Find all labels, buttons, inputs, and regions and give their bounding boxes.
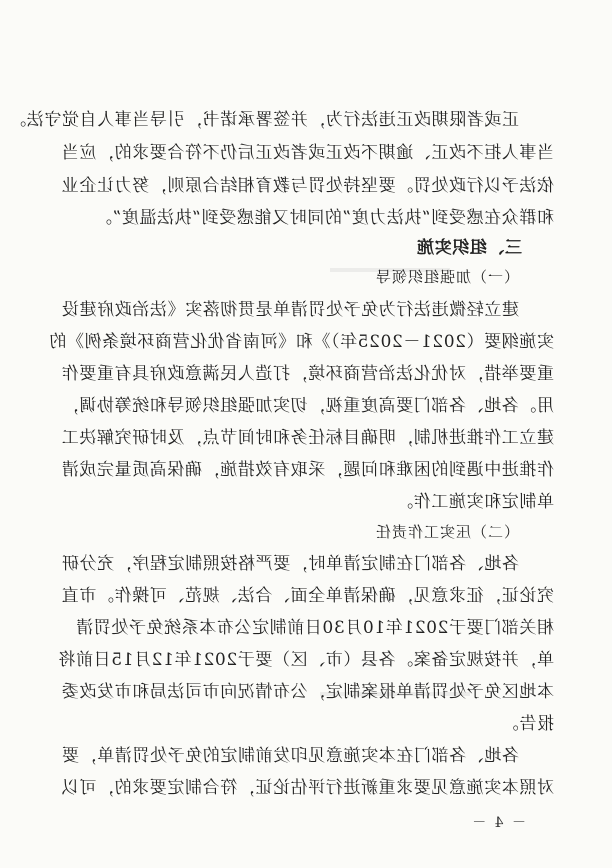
body-line: 究论证，征求意见，确保清单全面、合法、规范、可操作。市直 bbox=[61, 586, 554, 606]
body-line: 单，并按规定备案。各县（市、区）要于2021年12月15日前将 bbox=[57, 650, 554, 670]
body-line: 本地区免予处罚清单报案制定，公布情况向市司法局和市发改委 bbox=[61, 682, 554, 702]
body-line: 重要举措，对优化法治营商环境，打造人民满意政府具有重要作 bbox=[61, 364, 554, 384]
body-line: 当事人拒不改正、逾期不改正或者改正后仍不符合要求的，应当 bbox=[61, 143, 554, 163]
body-line: 报告。 bbox=[501, 714, 554, 734]
body-line: 依法予以行政处罚。要坚持处罚与教育相结合原则，努力让企业 bbox=[61, 176, 554, 196]
body-line: 建立轻微违法行为免予处罚清单是贯彻落实《法治政府建设 bbox=[61, 300, 519, 320]
page-number: － 4 － bbox=[470, 815, 526, 831]
body-line: 和群众在感受到“执法力度”的同时又能感受到“执法温度”。 bbox=[94, 208, 554, 228]
body-line: 单制定和实施工作。 bbox=[395, 492, 554, 512]
body-line: 各地、各部门在制定清单时，要严格按照制定程序，充分研 bbox=[61, 554, 519, 574]
subsection-heading: （二）压实工作责任 bbox=[374, 523, 519, 541]
body-line: 建立工作推进机制，明确目标任务和时间节点，及时研究解决工 bbox=[61, 428, 554, 448]
body-line: 各地、各部门在本实施意见印发前制定的免予处罚清单，要 bbox=[61, 746, 519, 766]
body-line: 实施纲要（2021－2025年）》和《河南省优化营商环境条例》的 bbox=[48, 332, 554, 352]
body-line: 相关部门要于2021年10月30日前制定公布本系统免予处罚清 bbox=[75, 618, 554, 638]
section-heading: 三、组织实施 bbox=[416, 238, 522, 258]
body-line: 作推进中遇到的困难和问题，采取有效措施，确保高质量完成清 bbox=[61, 460, 554, 480]
subsection-heading: （一）加强组织领导 bbox=[374, 268, 519, 286]
body-line: 用。各地、各部门要高度重视，切实加强组织领导和统筹协调， bbox=[61, 396, 554, 416]
body-line: 对照本实施意见要求重新进行评估论证，符合制定要求的，可以 bbox=[61, 778, 554, 798]
body-line: 正或者限期改正违法行为，并签署承诺书，引导当事人自觉守法。 bbox=[8, 110, 519, 130]
